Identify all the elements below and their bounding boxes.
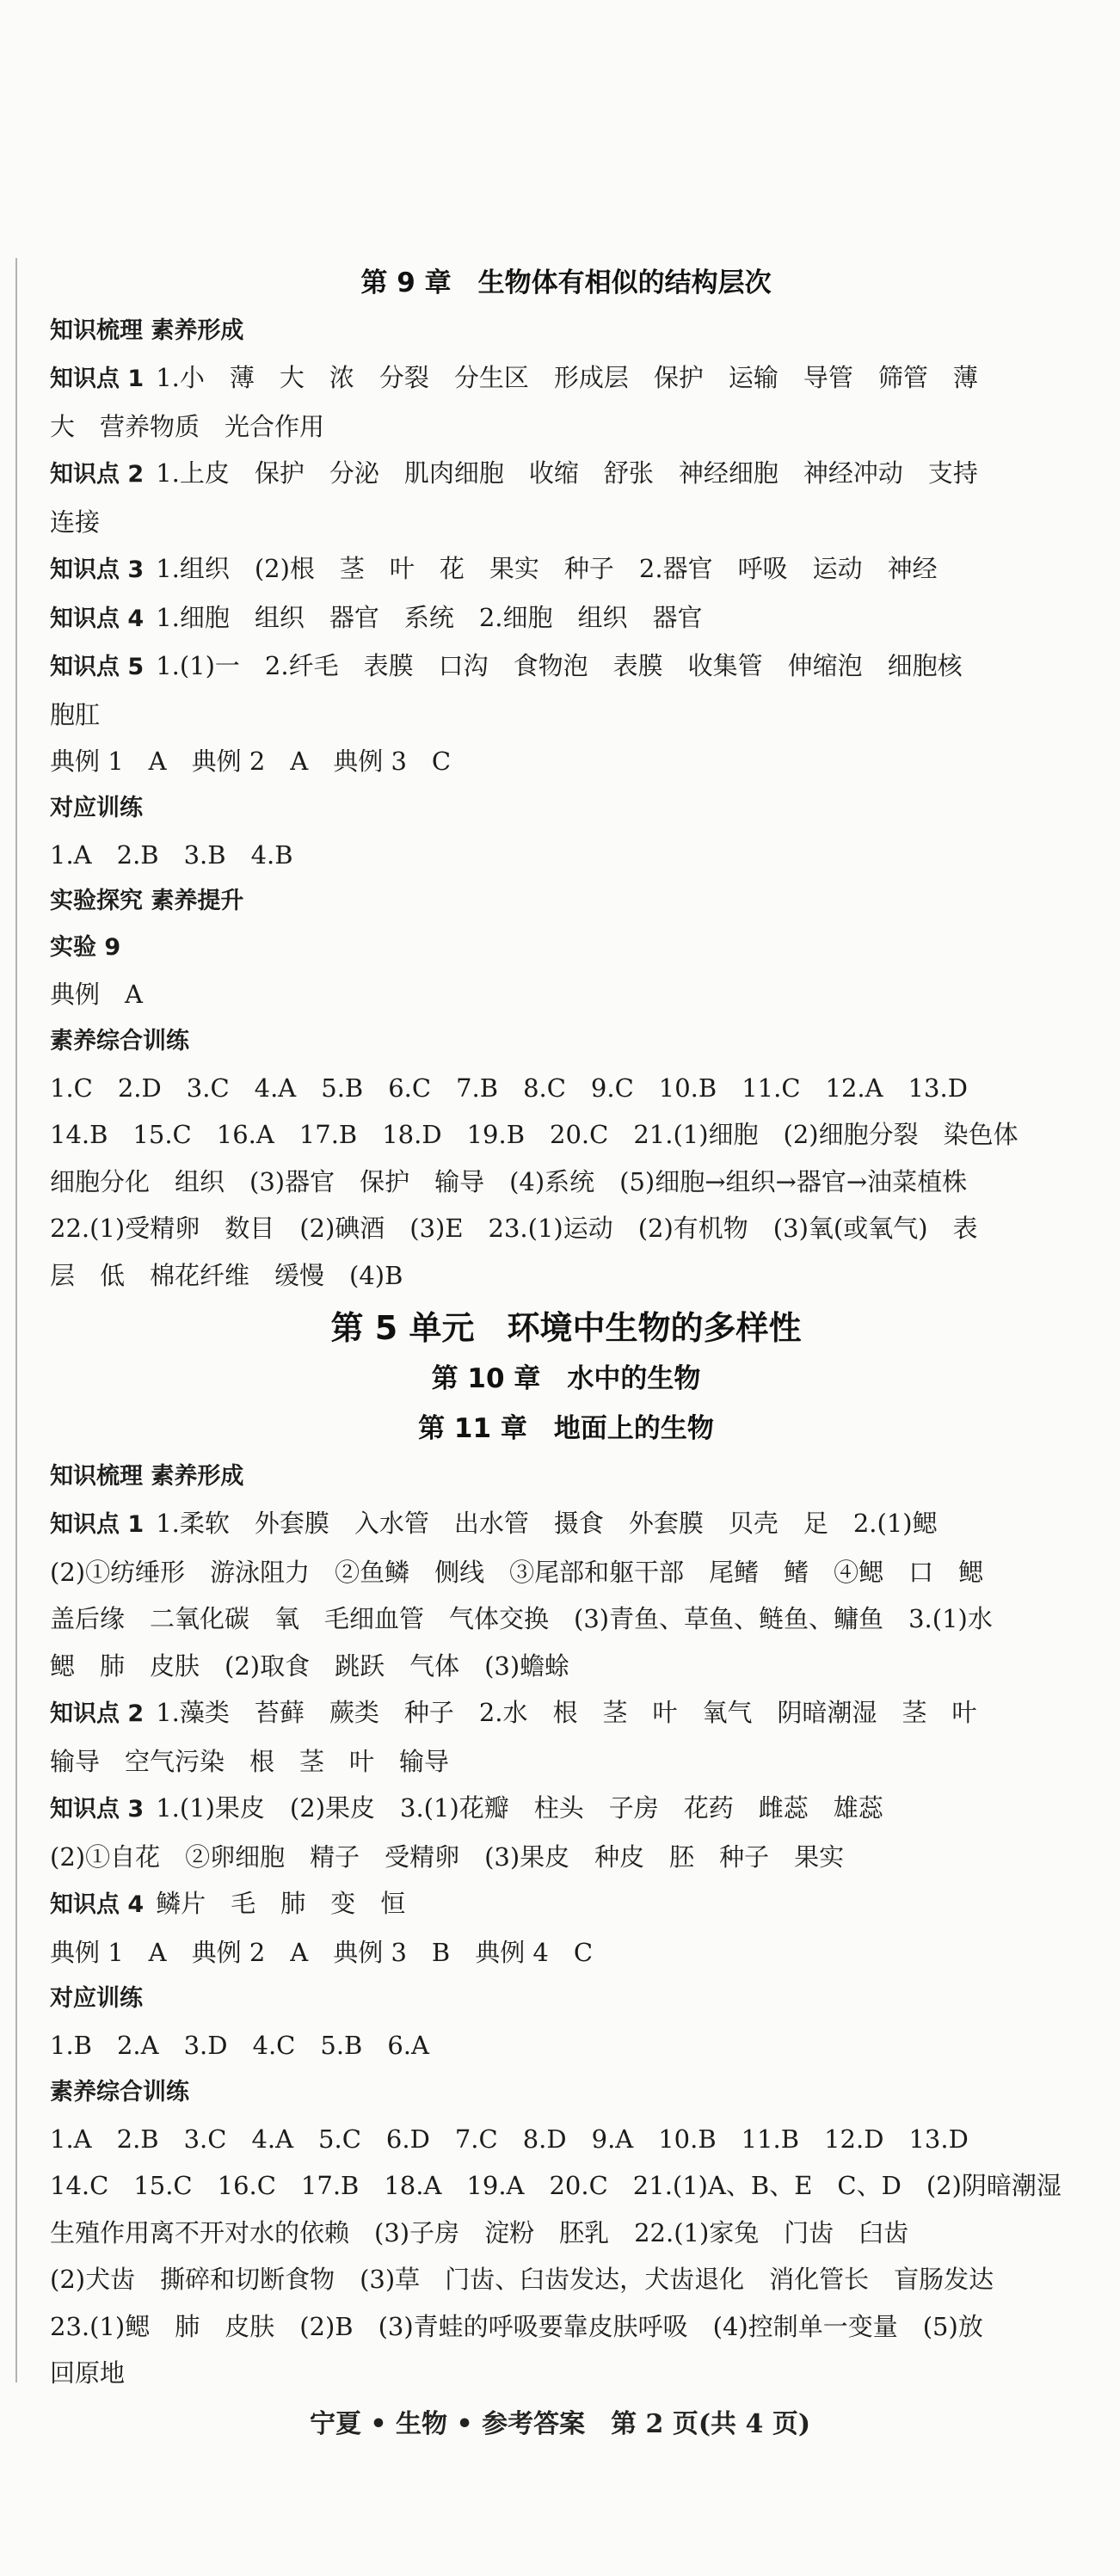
kp2-line-2: 连接: [50, 507, 101, 537]
kp1-text: 1.柔软 外套膜 入水管 出水管 摄食 外套膜 贝壳 足 2.(1)鳃: [156, 1509, 938, 1538]
kp3-line-1: [50, 1785, 1082, 1834]
section-knowledge: 知识梳理 素养形成: [50, 1463, 244, 1490]
section-practice: 对应训练: [50, 1985, 143, 2012]
kp2-line-1: [50, 450, 1082, 499]
kp2-line-1: [50, 1689, 1082, 1738]
chapter-10-title: 第 10 章 水中的生物: [431, 1363, 701, 1394]
kp1-label: 知识点 1: [50, 366, 145, 392]
kp4-text: 鳞片 毛 肺 变 恒: [156, 1889, 406, 1918]
kp5-label: 知识点 5: [50, 654, 145, 680]
kp3-label: 知识点 3: [50, 1796, 145, 1823]
chapter-9-title: 第 9 章 生物体有相似的结构层次: [360, 267, 772, 298]
comp-line-4: 22.(1)受精卵 数目 (2)碘酒 (3)E 23.(1)运动 (2)有机物 (3)氧(或氧气) 表: [50, 1214, 978, 1243]
examples-line: 典例 1 A 典例 2 A 典例 3 B 典例 4 C: [50, 1937, 594, 1967]
kp4-label: 知识点 4: [50, 1891, 145, 1918]
left-margin-rule: [15, 258, 17, 2382]
answer-content: [50, 258, 1082, 2397]
comp-line-6: 回原地: [50, 2358, 126, 2388]
kp1-line-3: 盖后缘 二氧化碳 氧 毛细血管 气体交换 (3)青鱼、草鱼、鲢鱼、鳙鱼 3.(1)水: [50, 1604, 993, 1633]
comp-line-4: (2)犬齿 撕碎和切断食物 (3)草 门齿、臼齿发达，犬齿退化 消化管长 盲肠发达: [50, 2265, 994, 2294]
comp-line-1: 1.C 2.D 3.C 4.A 5.B 6.C 7.B 8.C 9.C 10.B 11.C 12.A 13.D: [50, 1073, 968, 1103]
experiment-title: 实验 9: [50, 934, 121, 961]
kp1-text: 1.小 薄 大 浓 分裂 分生区 形成层 保护 运输 导管 筛管 薄: [156, 363, 978, 392]
kp1-line-2: 大 营养物质 光合作用: [50, 411, 325, 441]
kp2-text: 1.藻类 苔藓 蕨类 种子 2.水 根 茎 叶 氧气 阴暗潮湿 茎 叶: [156, 1698, 977, 1727]
section-comprehensive: 素养综合训练: [50, 2078, 189, 2106]
kp2-text: 1.上皮 保护 分泌 肌肉细胞 收缩 舒张 神经细胞 神经冲动 支持: [156, 458, 978, 488]
kp5-line-2: 胞肛: [50, 699, 101, 729]
kp1-line-1: [50, 354, 1082, 403]
kp1-label: 知识点 1: [50, 1511, 145, 1538]
kp1-line-2: (2)①纺缍形 游泳阻力 ②鱼鳞 侧线 ③尾部和躯干部 尾鳍 鳍 ④鳃 口 鳃: [50, 1557, 984, 1587]
kp2-label: 知识点 2: [50, 1700, 145, 1727]
kp3-line-1: [50, 545, 1082, 594]
kp1-line-1: [50, 1500, 1082, 1549]
page-footer: 宁夏 • 生物 • 参考答案 第 2 页(共 4 页): [309, 2409, 811, 2439]
kp1-line-4: 鳃 肺 皮肤 (2)取食 跳跃 气体 (3)蟾蜍: [50, 1651, 570, 1681]
kp2-line-2: 输导 空气污染 根 茎 叶 输导: [50, 1746, 450, 1776]
comp-line-3: 生殖作用离不开对水的依赖 (3)子房 淀粉 胚乳 22.(1)家兔 门齿 臼齿: [50, 2217, 909, 2247]
kp4-line-1: [50, 1880, 1082, 1929]
kp5-line-1: [50, 642, 1082, 692]
kp3-line-2: (2)①自花 ②卵细胞 精子 受精卵 (3)果皮 种皮 胚 种子 果实: [50, 1841, 845, 1872]
kp4-line-1: [50, 594, 1082, 643]
comp-line-5: 层 低 棉花纤维 缓慢 (4)B: [50, 1260, 403, 1290]
section-knowledge: 知识梳理 素养形成: [50, 317, 244, 344]
section-experiment: 实验探究 素养提升: [50, 888, 244, 914]
section-practice: 对应训练: [50, 794, 143, 821]
kp3-text: 1.组织 (2)根 茎 叶 花 果实 种子 2.器官 呼吸 运动 神经: [156, 554, 938, 583]
practice-answers: 1.A 2.B 3.B 4.B: [50, 839, 293, 870]
section-comprehensive: 素养综合训练: [50, 1027, 189, 1054]
comp-line-3: 细胞分化 组织 (3)器官 保护 输导 (4)系统 (5)细胞→组织→器官→油菜植株: [50, 1166, 968, 1196]
comp-line-1: 1.A 2.B 3.C 4.A 5.C 6.D 7.C 8.D 9.A 10.B 11.B 12.D 13.D: [50, 2124, 969, 2154]
chapter-11-title: 第 11 章 地面上的生物: [418, 1413, 714, 1444]
examples-line: 典例 1 A 典例 2 A 典例 3 C: [50, 747, 452, 776]
comp-line-2: 14.B 15.C 16.A 17.B 18.D 19.B 20.C 21.(1)细胞 (2)细胞分裂 染色体: [50, 1120, 1018, 1149]
kp3-text: 1.(1)果皮 (2)果皮 3.(1)花瓣 柱头 子房 花药 雌蕊 雄蕊: [156, 1793, 883, 1823]
experiment-example: 典例 A: [50, 980, 143, 1009]
kp4-text: 1.细胞 组织 器官 系统 2.细胞 组织 器官: [156, 602, 703, 632]
kp3-label: 知识点 3: [50, 556, 145, 583]
unit-5-title: 第 5 单元 环境中生物的多样性: [330, 1309, 802, 1347]
practice-answers: 1.B 2.A 3.D 4.C 5.B 6.A: [50, 2031, 429, 2060]
kp2-label: 知识点 2: [50, 461, 145, 488]
kp4-label: 知识点 4: [50, 605, 145, 632]
comp-line-5: 23.(1)鳃 肺 皮肤 (2)B (3)青蛙的呼吸要靠皮肤呼吸 (4)控制单一变量 (5)放: [50, 2311, 983, 2341]
comp-line-2: 14.C 15.C 16.C 17.B 18.A 19.A 20.C 21.(1)A、B、E C、D (2)阴暗潮湿: [50, 2171, 1062, 2200]
kp5-text: 1.(1)一 2.纤毛 表膜 口沟 食物泡 表膜 收集管 伸缩泡 细胞核: [156, 651, 963, 680]
